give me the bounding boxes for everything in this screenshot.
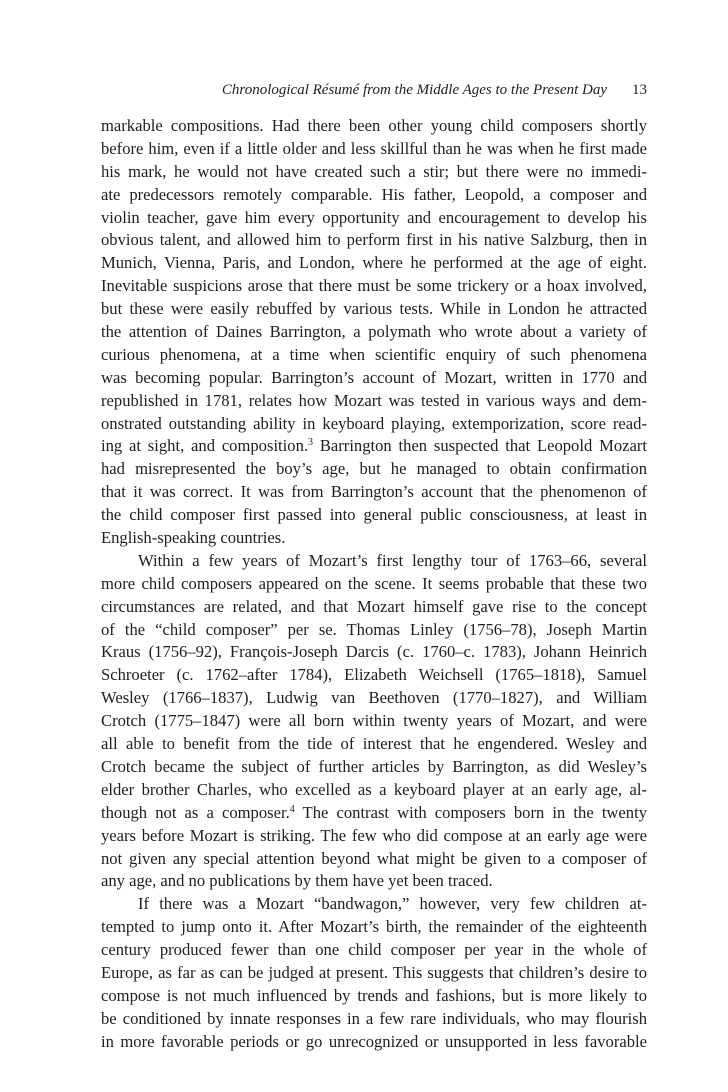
text-segment: though not as a composer. (101, 802, 290, 822)
text-line: elder brother Charles, who excelled as a keyboard player at an early age, al- (101, 779, 647, 799)
text-segment: The contrast with composers born in the twenty (294, 802, 647, 822)
text-line: Wesley (1766–1837), Ludwig van Beethoven (1770–1827), and William (101, 688, 647, 708)
text-line: all able to benefit from the tide of interest that he engendered. Wesley and (101, 734, 647, 754)
text-line: Within a few years of Mozart’s first lengthy tour of 1763–66, several (138, 550, 647, 570)
text-line: more child composers appeared on the scene. It seems probable that these two (101, 573, 647, 593)
text-line: the child composer first passed into general public consciousness, at least in (101, 505, 647, 525)
text-line: had misrepresented the boy’s age, but he managed to obtain confirmation (101, 459, 647, 479)
text-line: but these were easily rebuffed by various tests. While in London he attracted (101, 299, 647, 319)
text-line: violin teacher, gave him every opportunity and encouragement to develop his (101, 207, 647, 227)
text-line: years before Mozart is striking. The few who did compose at an early age were (101, 825, 647, 845)
text-line: compose is not much influenced by trends and fashions, but is more likely to (101, 985, 647, 1005)
text-line: before him, even if a little older and less skillful than he was when he first made (101, 138, 647, 158)
text-line: Munich, Vienna, Paris, and London, where he performed at the age of eight. (101, 253, 647, 273)
text-line: If there was a Mozart “bandwagon,” however, very few children at- (138, 894, 647, 914)
text-segment: ing at sight, and composition. (101, 436, 309, 456)
text-line: Schroeter (c. 1762–after 1784), Elizabeth Weichsell (1765–1818), Samuel (101, 665, 647, 685)
text-line: tempted to jump onto it. After Mozart’s birth, the remainder of the eighteenth (101, 917, 647, 937)
text-line: was becoming popular. Barrington’s account of Mozart, written in 1770 and (101, 367, 647, 387)
text-line: that it was correct. It was from Barrington’s account that the phenomenon of (101, 482, 647, 502)
text-line: markable compositions. Had there been other young child composers shortly (101, 116, 647, 135)
footnote-ref: 3 (308, 437, 314, 449)
text-line: his mark, he would not have created such a stir; but there were no immedi- (101, 161, 647, 181)
text-line: be conditioned by innate responses in a few rare individuals, who may flourish (101, 1008, 647, 1028)
text-line: century produced fewer than one child composer per year in the whole of (101, 940, 647, 960)
text-line: Europe, as far as can be judged at present. This suggests that children’s desire to (101, 962, 647, 982)
text-line: not given any special attention beyond what might be given to a composer of (101, 848, 647, 868)
text-line: Kraus (1756–92), François-Joseph Darcis (c. 1760–c. 1783), Johann Heinrich (101, 642, 647, 662)
body-text (101, 115, 647, 1054)
text-line: English-speaking countries. (101, 528, 286, 548)
text-line: obvious talent, and allowed him to perform first in his native Salzburg, then in (101, 230, 647, 250)
text-line: republished in 1781, relates how Mozart was tested in various ways and dem- (101, 390, 647, 410)
text-line: the attention of Daines Barrington, a polymath who wrote about a variety of (101, 322, 647, 342)
text-line: any age, and no publications by them have yet been traced. (101, 871, 493, 891)
text-line (101, 802, 647, 825)
text-line: circumstances are related, and that Mozart himself gave rise to the concept (101, 596, 647, 616)
text-line: Crotch became the subject of further articles by Barrington, as did Wesley’s (101, 756, 647, 776)
text-line: ate predecessors remotely comparable. His father, Leopold, a composer and (101, 184, 647, 204)
running-head (101, 79, 647, 101)
running-title: Chronological Résumé from the Middle Ages to the Present Day (221, 82, 607, 98)
text-line: Inevitable suspicions arose that there must be some trickery or a hoax involved, (101, 276, 647, 296)
footnote-ref: 4 (289, 803, 295, 815)
text-line: of the “child composer” per se. Thomas Linley (1756–78), Joseph Martin (101, 619, 647, 639)
page-number: 13 (632, 82, 647, 98)
text-line: Crotch (1775–1847) were all born within twenty years of Mozart, and were (101, 711, 647, 731)
text-line: onstrated outstanding ability in keyboard playing, extemporization, score read- (101, 413, 647, 433)
text-line (101, 435, 647, 458)
text-line: curious phenomena, at a time when scientific enquiry of such phenomena (101, 344, 647, 364)
text-line: in more favorable periods or go unrecognized or unsupported in less favorable (101, 1031, 647, 1051)
text-segment: Barrington then suspected that Leopold Mozart (313, 436, 647, 456)
